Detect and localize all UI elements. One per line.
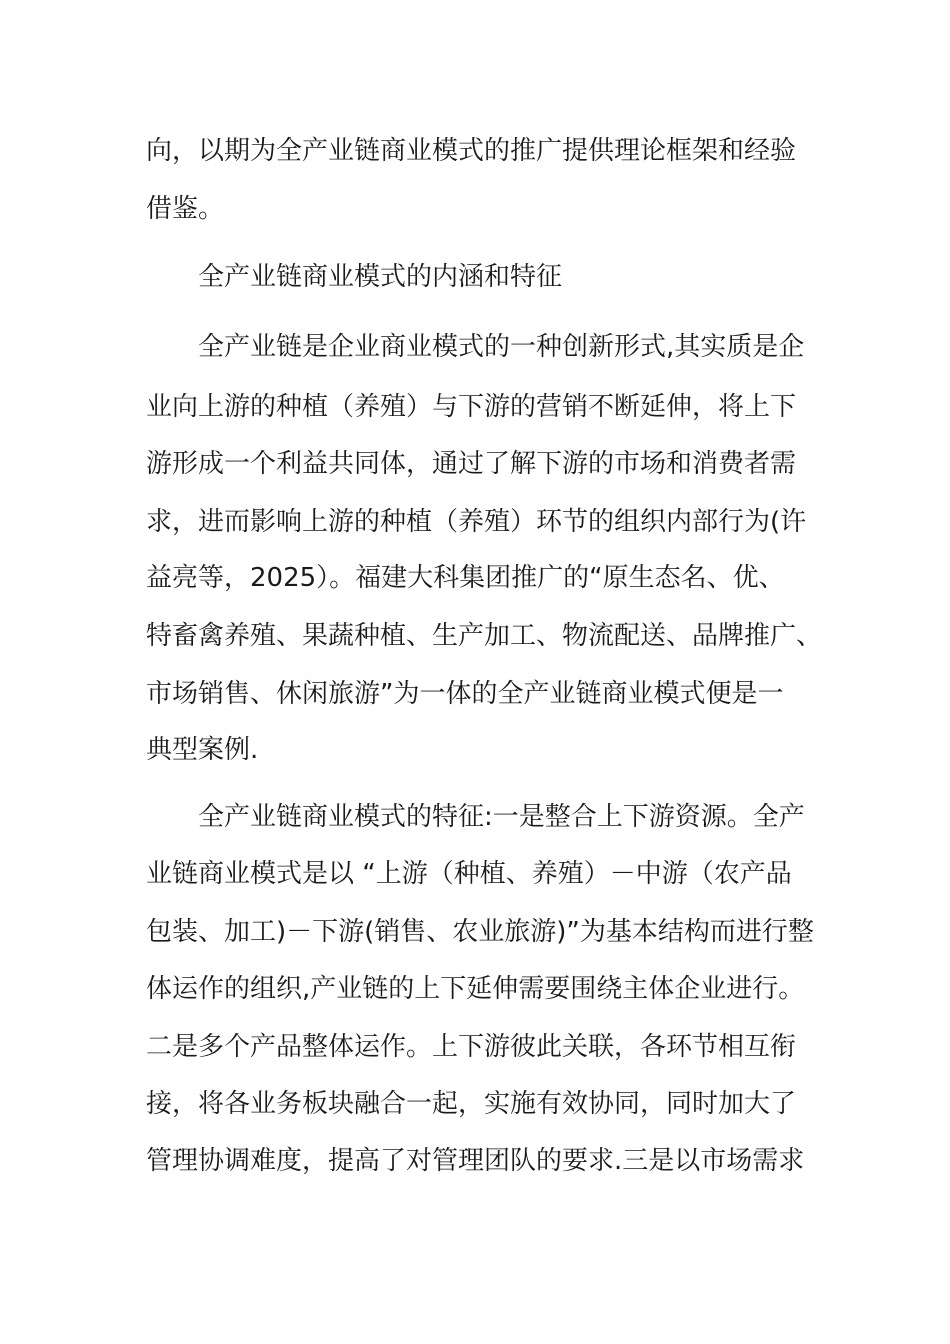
text-line: 二是多个产品整体运作。上下游彼此关联，各环节相互衔	[146, 1032, 797, 1062]
text-line: 全产业链商业模式的特征:一是整合上下游资源。全产	[198, 802, 805, 832]
text-line: 体运作的组织,产业链的上下延伸需要围绕主体企业进行。	[146, 974, 805, 1004]
text-line: 接，将各业务板块融合一起，实施有效协同，同时加大了	[146, 1089, 797, 1119]
text-line: 包装、加工)－下游(销售、农业旅游)”为基本结构而进行整	[146, 917, 814, 947]
text-line: 业向上游的种植（养殖）与下游的营销不断延伸，将上下	[146, 392, 797, 422]
text-line: 业链商业模式是以 “上游（种植、养殖）－中游（农产品	[146, 859, 792, 889]
text-line: 借鉴。	[146, 194, 225, 224]
text-line: 市场销售、休闲旅游”为一体的全产业链商业模式便是一	[146, 679, 784, 709]
text-line: 求，进而影响上游的种植（养殖）环节的组织内部行为(许	[146, 507, 807, 537]
text-line: 向，以期为全产业链商业模式的推广提供理论框架和经验	[146, 136, 797, 166]
section-heading: 全产业链商业模式的内涵和特征	[198, 262, 563, 292]
text-line: 益亮等，2025）。福建大科集团推广的“原生态名、优、	[146, 563, 785, 593]
text-line: 典型案例.	[146, 735, 259, 765]
text-line: 管理协调难度，提高了对管理团队的要求.三是以市场需求	[146, 1146, 805, 1176]
text-line: 全产业链是企业商业模式的一种创新形式,其实质是企	[198, 332, 805, 362]
text-line: 特畜禽养殖、果蔬种植、生产加工、物流配送、品牌推广、	[146, 621, 823, 651]
text-line: 游形成一个利益共同体，通过了解下游的市场和消费者需	[146, 449, 797, 479]
